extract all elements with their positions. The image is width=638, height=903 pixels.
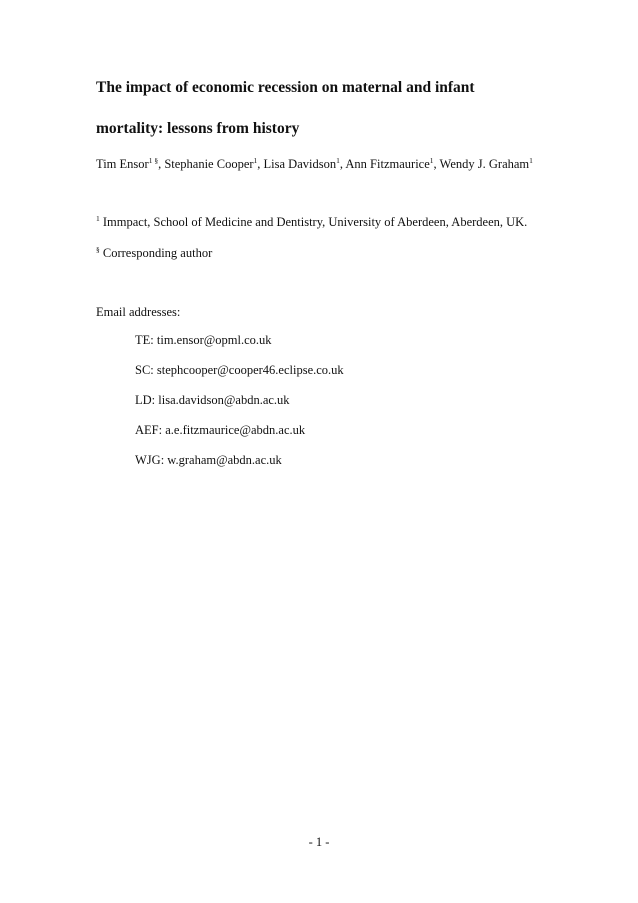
email-entry	[135, 454, 344, 484]
affiliation-text: Immpact, School of Medicine and Dentistry, University of Aberdeen, Aberdeen, UK.	[99, 215, 528, 229]
author-name: Stephanie Cooper	[164, 157, 254, 171]
email-initials: TE:	[135, 333, 154, 347]
email-initials: LD:	[135, 393, 156, 407]
email-entry	[135, 424, 344, 454]
author-affiliation-mark: 1	[529, 156, 533, 165]
email-entry	[135, 334, 344, 364]
author-separator: ,	[433, 157, 440, 171]
email-entry	[135, 364, 344, 394]
affiliation-line	[96, 215, 527, 229]
author-name: Wendy J. Graham	[439, 157, 530, 171]
author-separator: ,	[339, 157, 346, 171]
author-list	[96, 157, 533, 171]
email-address-link[interactable]: a.e.fitzmaurice@abdn.ac.uk	[165, 423, 306, 437]
corresponding-author-note	[96, 246, 212, 260]
affiliation-mark: 1	[96, 214, 100, 223]
email-address-link[interactable]: stephcooper@cooper46.eclipse.co.uk	[156, 363, 344, 377]
email-list	[135, 334, 344, 484]
author-separator: ,	[257, 157, 264, 171]
corresponding-text: Corresponding author	[99, 246, 213, 260]
author-separator: ,	[158, 157, 165, 171]
author-name: Ann Fitzmaurice	[345, 157, 430, 171]
email-entry	[135, 394, 344, 424]
email-initials: AEF:	[135, 423, 163, 437]
page-number: - 1 -	[308, 835, 330, 849]
author-affiliation-mark: 1	[429, 156, 434, 165]
email-address-link[interactable]: w.graham@abdn.ac.uk	[167, 453, 282, 467]
author-name: Lisa Davidson	[263, 157, 337, 171]
email-initials: SC:	[135, 363, 154, 377]
author-name: Tim Ensor	[96, 157, 149, 171]
email-heading: Email addresses:	[96, 305, 181, 319]
author-affiliation-mark: 1 §	[148, 156, 159, 165]
author-affiliation-mark: 1	[253, 156, 258, 165]
paper-title-line-2: mortality: lessons from history	[96, 120, 300, 137]
author-affiliation-mark: 1	[336, 156, 340, 165]
email-initials: WJG:	[135, 453, 165, 467]
email-address-link[interactable]: tim.ensor@opml.co.uk	[156, 333, 272, 347]
email-address-link[interactable]: lisa.davidson@abdn.ac.uk	[158, 393, 290, 407]
corresponding-mark: §	[96, 245, 100, 254]
paper-title-line-1: The impact of economic recession on maternal and infant	[96, 79, 475, 96]
